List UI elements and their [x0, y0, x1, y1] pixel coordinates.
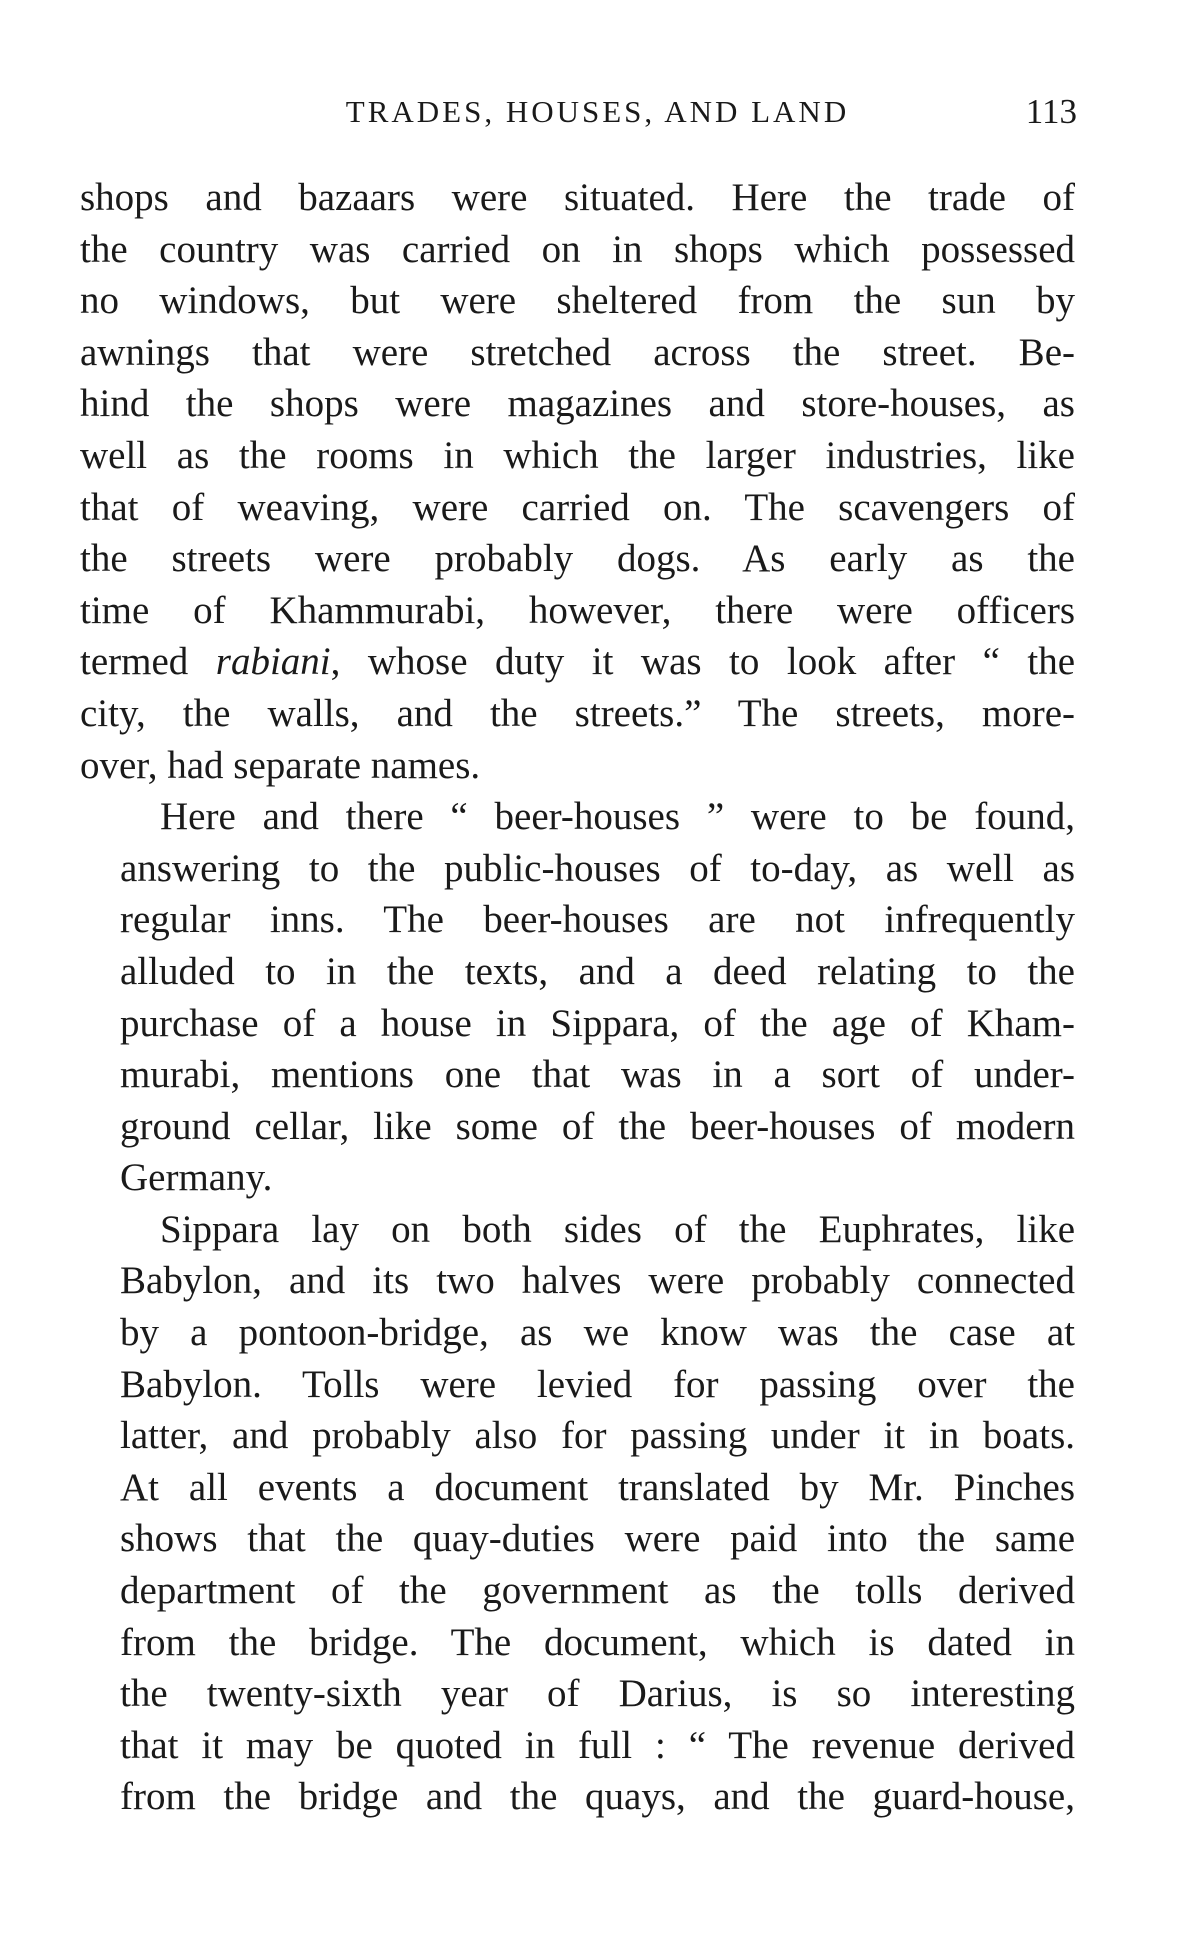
- text-line: shops and bazaars were situated. Here the trade of: [80, 176, 1075, 219]
- text-line: over, had separate names.: [80, 743, 481, 787]
- text-segment: termed: [80, 640, 216, 684]
- text-line: answering to the public-houses of to-day, as well as: [120, 846, 1075, 890]
- text-segment: , whose duty it was to look after “ the: [330, 640, 1075, 684]
- text-line: shows that the quay-duties were paid into the same: [120, 1517, 1075, 1561]
- text-line: well as the rooms in which the larger industries, like: [80, 433, 1075, 477]
- text-line: Babylon, and its two halves were probably connected: [120, 1259, 1075, 1303]
- paragraph-1: [80, 172, 1075, 791]
- text-line: from the bridge and the quays, and the guard-house,: [120, 1775, 1075, 1819]
- text-line: that of weaving, were carried on. The scavengers of: [80, 485, 1075, 529]
- text-line: Here and there “ beer-houses ” were to be found,: [160, 795, 1075, 839]
- paragraph-2: [80, 791, 1075, 1204]
- paragraph-3: [80, 1204, 1075, 1823]
- text-line: At all events a document translated by Mr. Pinches: [120, 1465, 1075, 1509]
- text-line: city, the walls, and the streets.” The streets, more-: [80, 691, 1075, 735]
- text-line: hind the shops were magazines and store-houses, as: [80, 382, 1075, 426]
- text-line: the streets were probably dogs. As early as the: [80, 537, 1075, 581]
- text-line: Babylon. Tolls were levied for passing over the: [120, 1362, 1075, 1406]
- italic-term: rabiani: [215, 640, 331, 684]
- text-line: no windows, but were sheltered from the sun by: [80, 279, 1075, 323]
- text-line: that it may be quoted in full : “ The revenue derived: [120, 1723, 1075, 1767]
- text-line: the twenty-sixth year of Darius, is so interesting: [120, 1672, 1075, 1716]
- text-line: the country was carried on in shops which possessed: [80, 227, 1075, 271]
- text-line: awnings that were stretched across the street. Be-: [80, 330, 1075, 374]
- text-line: purchase of a house in Sippara, of the age of Kham-: [120, 1001, 1075, 1045]
- book-page: [80, 88, 1075, 1823]
- text-line: time of Khammurabi, however, there were officers: [80, 588, 1075, 632]
- page-body: [80, 172, 1075, 1823]
- text-line-with-italic: [80, 636, 1075, 688]
- text-line: alluded to in the texts, and a deed relating to the: [120, 949, 1075, 993]
- text-line: Sippara lay on both sides of the Euphrates, like: [160, 1207, 1075, 1251]
- running-head: [80, 88, 1075, 144]
- text-line: Germany.: [120, 1156, 273, 1200]
- page-number: 113: [1025, 92, 1077, 131]
- text-line: department of the government as the tolls derived: [120, 1569, 1075, 1613]
- text-line: regular inns. The beer-houses are not infrequently: [120, 898, 1075, 942]
- text-line: ground cellar, like some of the beer-houses of modern: [120, 1104, 1075, 1148]
- text-line: latter, and probably also for passing under it in boats.: [120, 1414, 1075, 1458]
- text-line: murabi, mentions one that was in a sort of under-: [120, 1053, 1075, 1097]
- text-line: from the bridge. The document, which is dated in: [120, 1620, 1075, 1664]
- text-line: by a pontoon-bridge, as we know was the case at: [120, 1311, 1075, 1355]
- running-title: TRADES, HOUSES, AND LAND: [345, 94, 850, 129]
